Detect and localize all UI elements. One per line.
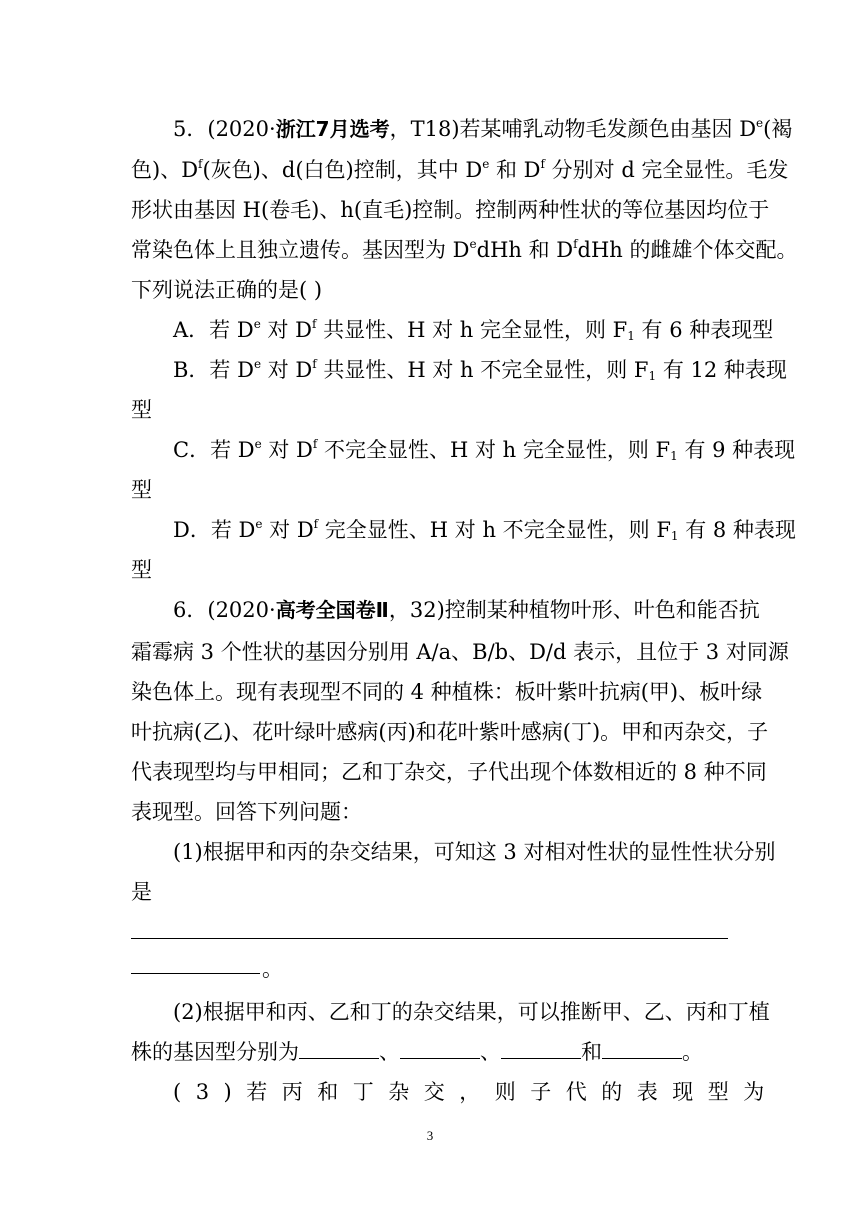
answer-blank-1-cont[interactable]	[131, 973, 260, 974]
q5-line-4: 常染色体上且独立遗传。基因型为 DedHh 和 $D^fdHh$ 的雌雄个体交配。	[131, 237, 798, 262]
option-b: B．若 De 对 $D^f$ 共显性、H 对 h 不完全显性，则 $F_1$ 有 12 种表现	[173, 357, 787, 383]
option-a: A．若 De 对 $D^f$ 共显性、H 对 h 完全显性，则 $F_1$ 有 6 种表现型	[173, 317, 774, 343]
q5-line-5: 下列说法正确的是( )	[131, 278, 323, 302]
subquestion-1: (1)根据甲和丙的杂交结果，可知这 3 对相对性状的显性性状分别	[173, 840, 776, 864]
q6-line-3: 染色体上。现有表现型不同的 4 种植株：板叶紫叶抗病(甲)、板叶绿	[131, 680, 763, 704]
answer-blank-jia[interactable]	[299, 1038, 379, 1059]
option-c: C．若 De 对 $D^f$ 不完全显性、H 对 h 完全显性，则 $F_1$ 有 9 种表现	[173, 437, 796, 463]
question-number: 5．	[173, 117, 208, 141]
subquestion-2-line-2: 株的基因型分别为 、 、 和 。	[131, 1040, 703, 1064]
q6-line-6: 表现型。回答下列问题：	[131, 800, 362, 824]
question-source: 高考全国卷Ⅱ	[275, 598, 389, 622]
answer-blank-bing[interactable]	[501, 1038, 581, 1059]
subquestion-1-end: 。	[262, 957, 283, 981]
subquestion-2: (2)根据甲和丙、乙和丁的杂交结果，可以推断甲、乙、丙和丁植	[173, 1000, 770, 1024]
q5-line-3: 形状由基因 H(卷毛)、h(直毛)控制。控制两种性状的等位基因均位于	[131, 198, 770, 222]
answer-blank-1[interactable]	[131, 938, 728, 939]
q6-line-1: 6．(2020·高考全国卷Ⅱ，32)控制某种植物叶形、叶色和能否抗	[173, 598, 760, 622]
question-number: 6．	[173, 598, 208, 622]
option-c-wrap: 型	[131, 478, 152, 502]
option-b-wrap: 型	[131, 398, 152, 422]
option-d-wrap: 型	[131, 558, 152, 582]
option-d: D．若 De 对 $D^f$ 完全显性、H 对 h 不完全显性，则 $F_1$ 有 8 种表现	[173, 517, 796, 543]
answer-blank-ding[interactable]	[602, 1038, 682, 1059]
q5-line-1: 5．(2020·浙江7月选考，T18)若某哺乳动物毛发颜色由基因 De(褐	[173, 116, 793, 141]
question-source: 浙江7月选考	[275, 117, 390, 141]
q5-line-2: 色)、$D^f$(灰色)、d(白色)控制，其中 De 和 $D^f$ 分别对 d 完全显性。毛发	[131, 157, 789, 182]
subquestion-3: (3)若丙和丁杂交，则子代的表现型为	[173, 1080, 779, 1104]
q6-line-4: 叶抗病(乙)、花叶绿叶感病(丙)和花叶紫叶感病(丁)。甲和丙杂交，子	[131, 720, 769, 744]
subquestion-1-wrap: 是	[131, 880, 152, 904]
q6-line-5: 代表现型均与甲相同；乙和丁杂交，子代出现个体数相近的 8 种不同	[131, 760, 767, 784]
answer-blank-yi[interactable]	[400, 1038, 480, 1059]
page-number: 3	[426, 1128, 434, 1143]
q6-line-2: 霜霉病 3 个性状的基因分别用 A/a、B/b、D/d 表示，且位于 3 对同源	[131, 640, 789, 664]
